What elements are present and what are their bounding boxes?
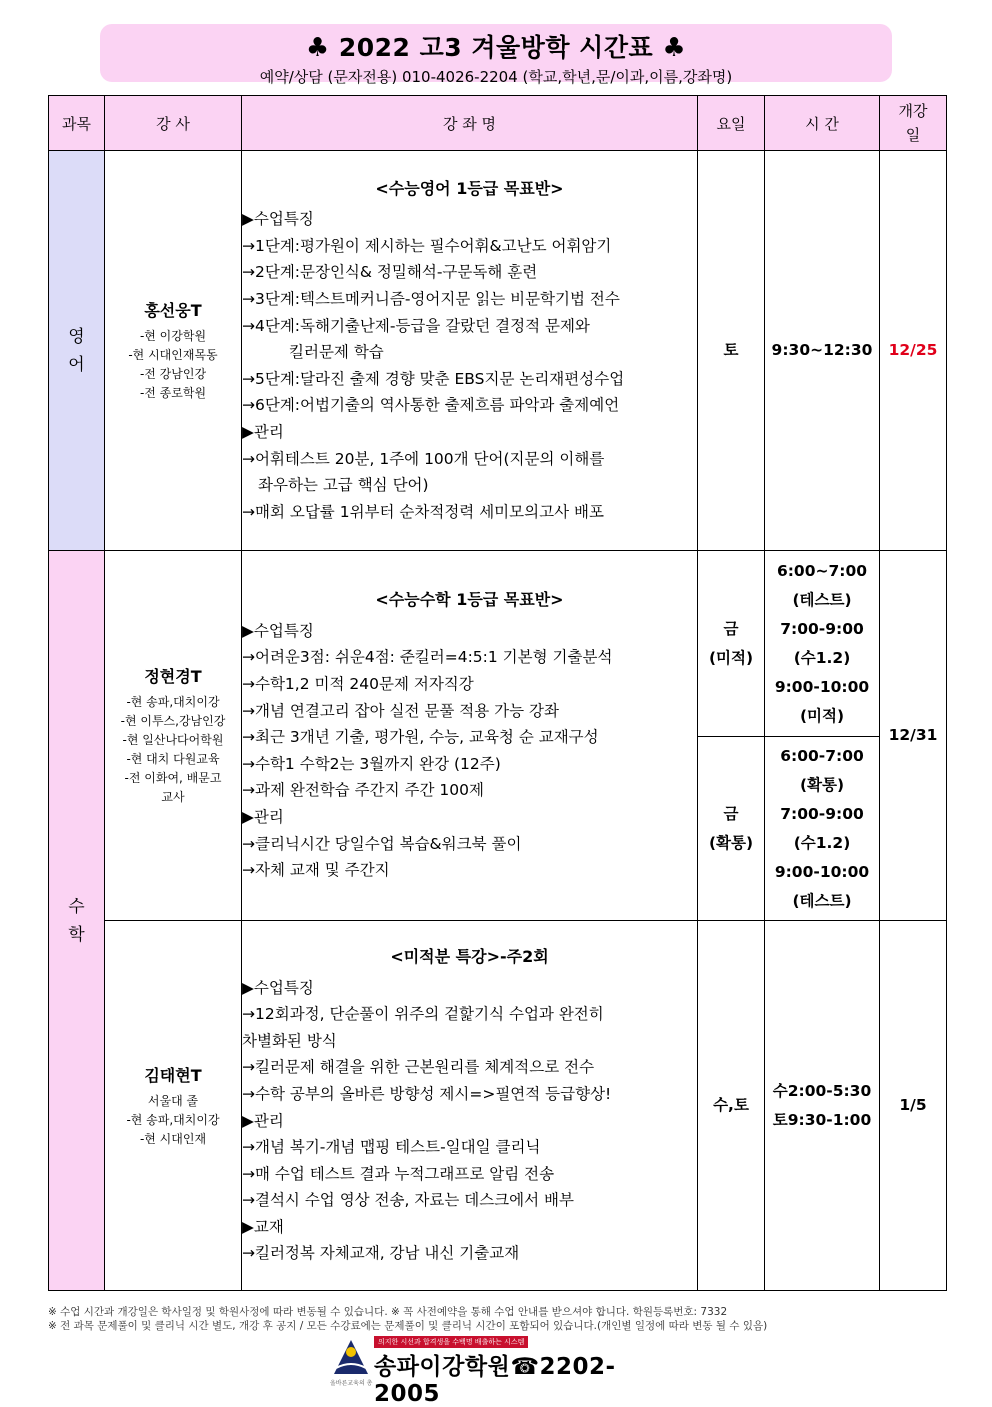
teacher-info-line: -전 종로학원 [139, 386, 207, 400]
academy-logo [330, 1334, 670, 1407]
academy-name: 송파이강학원 [374, 1354, 511, 1380]
day-cell: 금 (미적) [698, 551, 765, 737]
course-line: ▶수업특징 [242, 621, 314, 640]
time-line: (미적) [799, 706, 845, 725]
time-line: (테스트) [792, 590, 852, 609]
footer-note: ※ 수업 시간과 개강일은 학사일정 및 학원사정에 따라 변동될 수 있습니다. ※ 꼭 사전예약을 통해 수업 안내를 받으셔야 합니다. 학원등록번호: 7332 [48, 1306, 728, 1318]
contact-subtitle: 예약/상담 (문자전용) 010-4026-2204 (학교,학년,문/이과,이름,강좌명) [259, 68, 733, 86]
teacher-info-line: -전 강남인강 [139, 367, 207, 381]
page-title [100, 28, 892, 64]
course-line: →킬러정복 자체교재, 강남 내신 기출교재 [242, 1244, 520, 1263]
title-box [100, 24, 892, 86]
subject-math: 수 학 [49, 551, 105, 1291]
teacher-info [105, 693, 241, 807]
time-line: 수2:00-5:30 [772, 1081, 872, 1100]
table-row [49, 921, 947, 1291]
course-line: ▶수업특징 [242, 210, 314, 229]
header-subject: 과목 [49, 96, 105, 151]
course-line: →개념 연결고리 잡아 실전 문풀 적용 가능 강좌 [242, 701, 559, 720]
teacher-info-line: -현 송파,대치이강 [126, 695, 220, 709]
course-line: →클리닉시간 당일수업 복습&워크북 풀이 [242, 834, 522, 853]
time-line: 토9:30-1:00 [772, 1110, 872, 1129]
teacher-info-line: -현 이강학원 [139, 329, 207, 343]
academy-phone: ☎2202-2005 [374, 1354, 616, 1407]
course-line: →매회 오답률 1위부터 순차적정력 세미모의고사 배포 [242, 502, 604, 521]
time-line: (테스트) [792, 891, 852, 910]
course-line: ▶교재 [242, 1217, 284, 1236]
course-line: →결석시 수업 영상 전송, 자료는 데스크에서 배부 [242, 1191, 574, 1210]
course-line: →매 수업 테스트 결과 누적그래프로 알림 전송 [242, 1164, 555, 1183]
subject-english: 영 어 [49, 151, 105, 551]
course-line: →수학 공부의 올바른 방향성 제시=>필연적 등급향상! [242, 1084, 612, 1103]
course-line: →어려운3점: 쉬운4점: 준킬러=4:5:1 기본형 기출분석 [242, 648, 613, 667]
course-cell [242, 921, 698, 1291]
teacher-cell [105, 921, 242, 1291]
course-line: →3단계:텍스트메커니즘-영어지문 읽는 비문학기법 전수 [242, 290, 620, 309]
day-cell: 금 (확통) [698, 737, 765, 921]
teacher-info [105, 1092, 241, 1149]
time-line: (수1.2) [793, 648, 851, 667]
teacher-name: 김태현T [144, 1065, 202, 1085]
header-teacher: 강 사 [105, 96, 242, 151]
time-cell [765, 737, 880, 921]
course-line: →6단계:어법기출의 역사통한 출제흐름 파악과 출제예언 [242, 396, 620, 415]
table-row [49, 151, 947, 551]
day-cell: 수,토 [698, 921, 765, 1291]
header-day: 요일 [698, 96, 765, 151]
time-cell [765, 551, 880, 737]
course-line: 킬러문제 학습 [289, 343, 384, 362]
course-line: →킬러문제 해결을 위한 근본원리를 체계적으로 전수 [242, 1058, 595, 1077]
course-line: →4단계:독해기출난제-등급을 갈랐던 결정적 문제와 [242, 316, 590, 335]
logo-slogan: 의지한 시선과 합격생을 수백명 배출하는 시스템 [374, 1336, 528, 1348]
header-time: 시 간 [765, 96, 880, 151]
club-icon: ♣ [662, 33, 687, 63]
logo-tagline: 올바른교육의 총 [330, 1380, 373, 1387]
teacher-name: 홍선웅T [144, 301, 202, 320]
academy-emblem-icon [330, 1338, 372, 1380]
logo-name [374, 1348, 670, 1407]
course-line: →수학1 수학2는 3월까지 완강 (12주) [242, 754, 501, 773]
teacher-info-line: -현 송파,대치이강 [126, 1112, 220, 1127]
teacher-info [105, 327, 241, 403]
course-line: ▶관리 [242, 422, 284, 441]
timetable [48, 95, 947, 1291]
time-line: (확통) [799, 775, 845, 794]
open-date-cell: 12/31 [880, 551, 947, 921]
teacher-info-line: 교사 [161, 790, 185, 804]
header-open: 개강 일 [880, 96, 947, 151]
teacher-info-line: 서울대 졸 [147, 1093, 199, 1108]
header-course: 강 좌 명 [242, 96, 698, 151]
teacher-cell [105, 551, 242, 921]
teacher-info-line: -현 일산나다어학원 [122, 733, 224, 747]
course-line: →과제 완전학습 주간지 주간 100제 [242, 781, 484, 800]
course-title: <수능수학 1등급 목표반> [375, 590, 564, 610]
course-cell [242, 551, 698, 921]
day-cell: 토 [698, 151, 765, 551]
footer-note: ※ 전 과목 문제풀이 및 클리닉 시간 별도, 개강 후 공지 / 모든 수강료에는 문제풀이 및 클리닉 시간이 포함되어 있습니다.(개인별 일정에 따라 변동 될 수 있음) [48, 1320, 768, 1332]
course-line: ▶관리 [242, 807, 284, 826]
course-line: →1단계:평가원이 제시하는 필수어휘&고난도 어휘암기 [242, 236, 612, 255]
teacher-cell [105, 151, 242, 551]
course-line: ▶관리 [242, 1111, 284, 1130]
teacher-name: 정현경T [144, 667, 202, 686]
teacher-info-line: -현 대치 다원교육 [126, 752, 220, 766]
club-icon: ♣ [305, 33, 330, 63]
course-title: <수능영어 1등급 목표반> [375, 178, 564, 198]
teacher-info-line: -전 이화여, 배문고 [124, 771, 222, 785]
course-line: →자체 교재 및 주간지 [242, 861, 390, 880]
teacher-info-line: -현 시대인재목동 [128, 348, 218, 362]
time-line: 6:00~7:00 [776, 561, 868, 580]
course-line: →어휘테스트 20분, 1주에 100개 단어(지문의 이해를 [242, 449, 605, 468]
course-line: →5단계:달라진 출제 경향 맞춘 EBS지문 논리재편성수업 [242, 369, 625, 388]
course-line: →12회과정, 단순풀이 위주의 겉핥기식 수업과 완전히 [242, 1005, 604, 1024]
teacher-info-line: -현 이투스,강남인강 [120, 714, 226, 728]
time-cell [765, 921, 880, 1291]
time-line: 6:00-7:00 [780, 746, 864, 765]
course-line: 차별화된 방식 [242, 1031, 337, 1050]
time-cell: 9:30~12:30 [765, 151, 880, 551]
course-line: →최근 3개년 기출, 평가원, 수능, 교육청 순 교재구성 [242, 728, 599, 747]
course-line: →수학1,2 미적 240문제 저자직강 [242, 675, 474, 694]
course-cell [242, 151, 698, 551]
title-text: 2022 고3 겨울방학 시간표 [338, 33, 654, 62]
time-line: 7:00-9:00 [780, 619, 864, 638]
time-line: 9:00-10:00 [774, 862, 870, 881]
course-line: ▶수업특징 [242, 978, 314, 997]
time-line: 9:00-10:00 [774, 677, 870, 696]
course-title: <미적분 특강>-주2회 [390, 946, 549, 966]
open-date-cell: 12/25 [880, 151, 947, 551]
teacher-info-line: -현 시대인재 [139, 1131, 207, 1146]
time-line: (수1.2) [793, 833, 851, 852]
footer-notes [48, 1305, 948, 1333]
open-date-cell: 1/5 [880, 921, 947, 1291]
course-line: →2단계:문장인식& 정밀해석-구문독해 훈련 [242, 263, 538, 282]
course-line: →개념 복기-개념 맵핑 테스트-일대일 클리닉 [242, 1138, 541, 1157]
table-row [49, 551, 947, 737]
table-header-row [49, 96, 947, 151]
course-line: 좌우하는 고급 핵심 단어) [258, 476, 429, 495]
time-line: 7:00-9:00 [780, 804, 864, 823]
